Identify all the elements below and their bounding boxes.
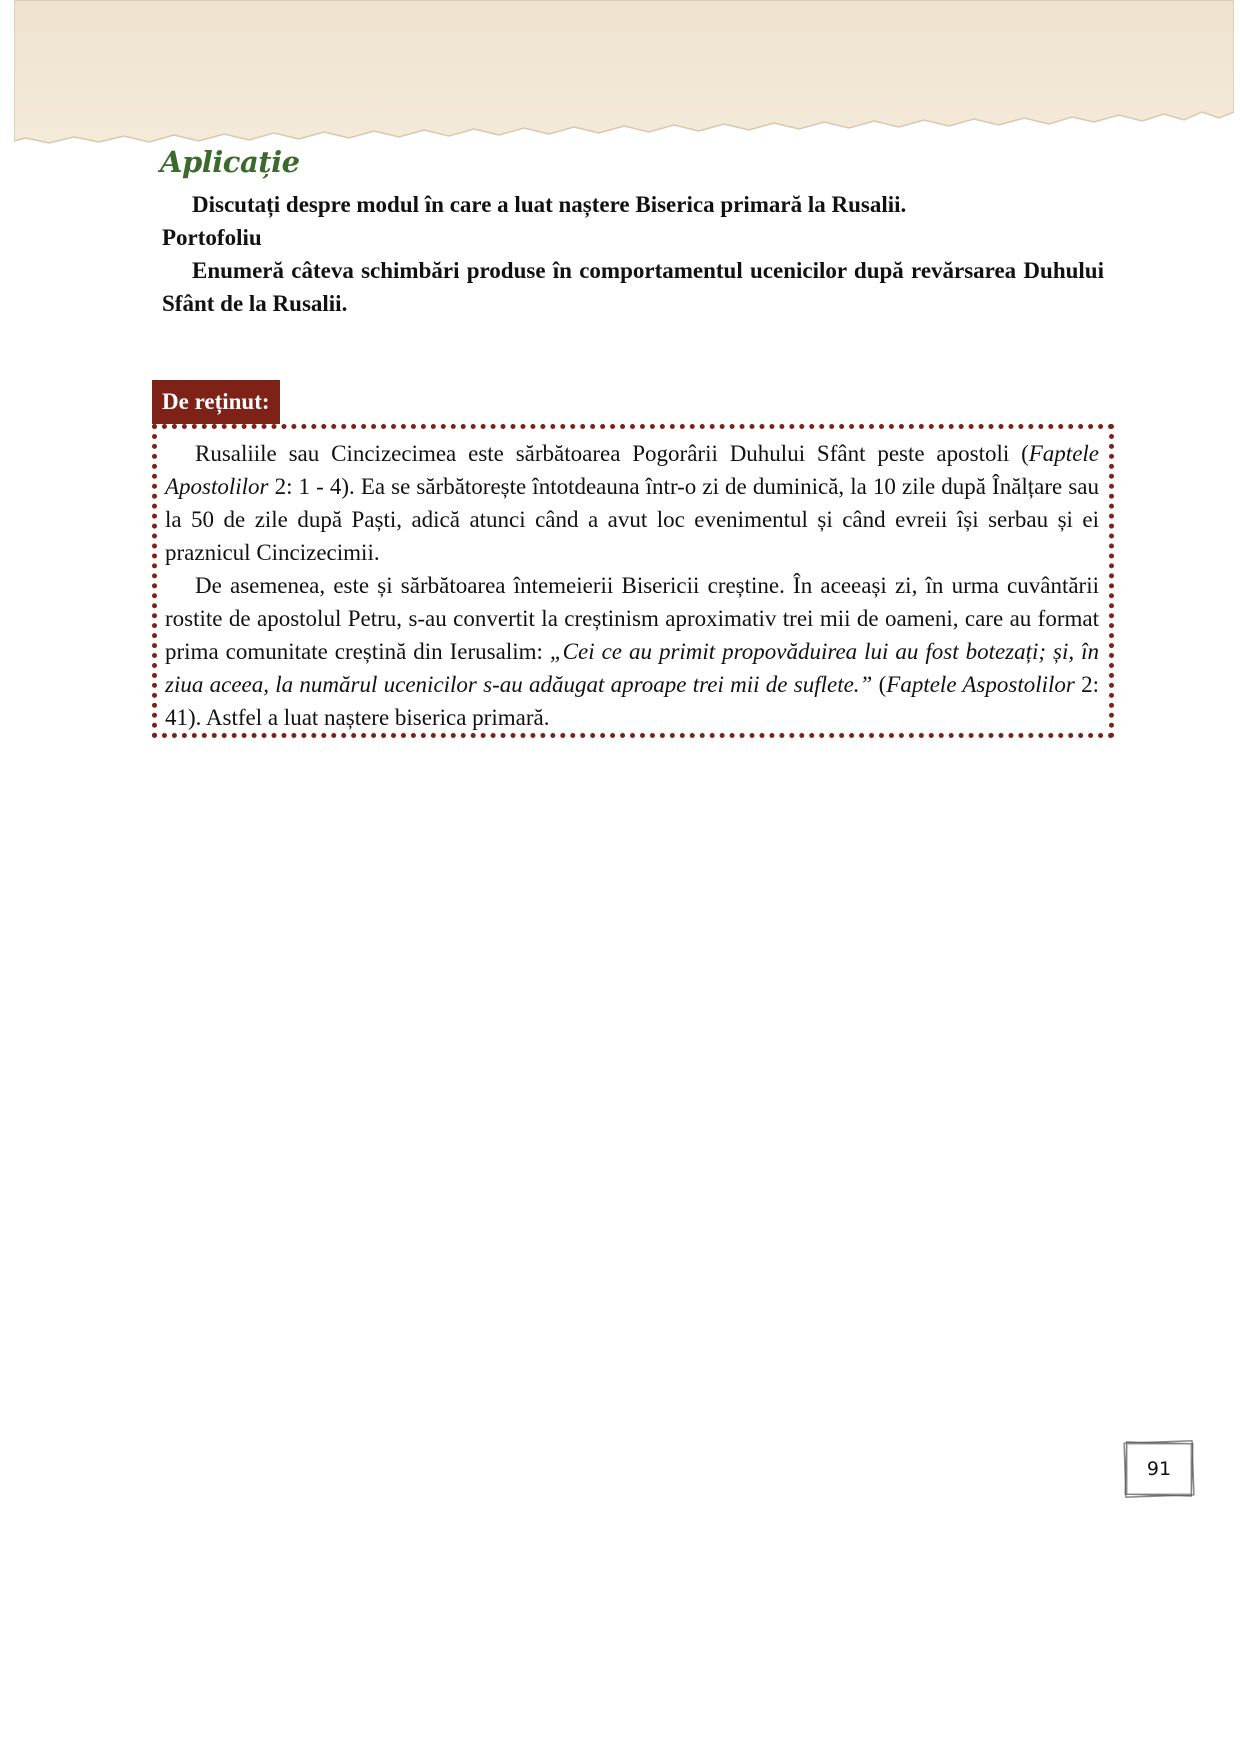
note-p2-text-1: De asemenea, este și sărbătoarea întemeierii Bisericii creștine. În aceeași zi, în urma cuvântării rostite de apostolul Petru, s-au convertit la creștinism aproximativ trei mii de oameni, care au format prima comunitate creștină din Ierusalim: [165,573,1099,664]
application-task: Discutați despre modul în care a luat naștere Biserica primară la Rusalii. [192,192,907,217]
note-paragraph-1 [165,437,1099,569]
paper-banner [14,0,1234,145]
page-number-frame [1120,1437,1198,1501]
note-p1-reference: Faptele Apostolilor [165,441,1099,499]
portfolio-task: Enumeră câteva schimbări produse în comportamentul ucenicilor după revărsarea Duhului Sfânt de la Rusalii. [162,258,1104,316]
application-title: Aplicație [160,145,300,179]
portfolio-heading: Portofoliu [162,225,262,250]
note-paragraph-2 [165,569,1099,734]
note-label: De reținut: [152,380,280,424]
note-p1-text-1: Rusaliile sau Cincizecimea este sărbătoarea Pogorârii Duhului Sfânt peste apostoli ( [195,441,1029,466]
note-p2-quote: „Cei ce au primit propovăduirea lui au fost botezați; și, în ziua aceea, la numărul ucenicilor s-au adăugat aproape trei mii de suflete.” [165,639,1099,697]
note-box [152,424,1114,738]
note-p2-text-2: ( [872,672,887,697]
note-p2-reference: Faptele Aspostolilor [886,672,1075,697]
page-number: 91 [1146,1458,1172,1480]
note-p1-text-2: 2: 1 - 4). Ea se sărbătorește întotdeauna într-o zi de duminică, la 10 zile după Înălțare sau la 50 de zile după Paști, adică atunci când a avut loc evenimentul și când evreii își serbau și ei praznicul Cincizecimii. [165,474,1099,565]
note-p2-text-3: 2: 41). Astfel a luat naștere biserica primară. [165,672,1100,730]
